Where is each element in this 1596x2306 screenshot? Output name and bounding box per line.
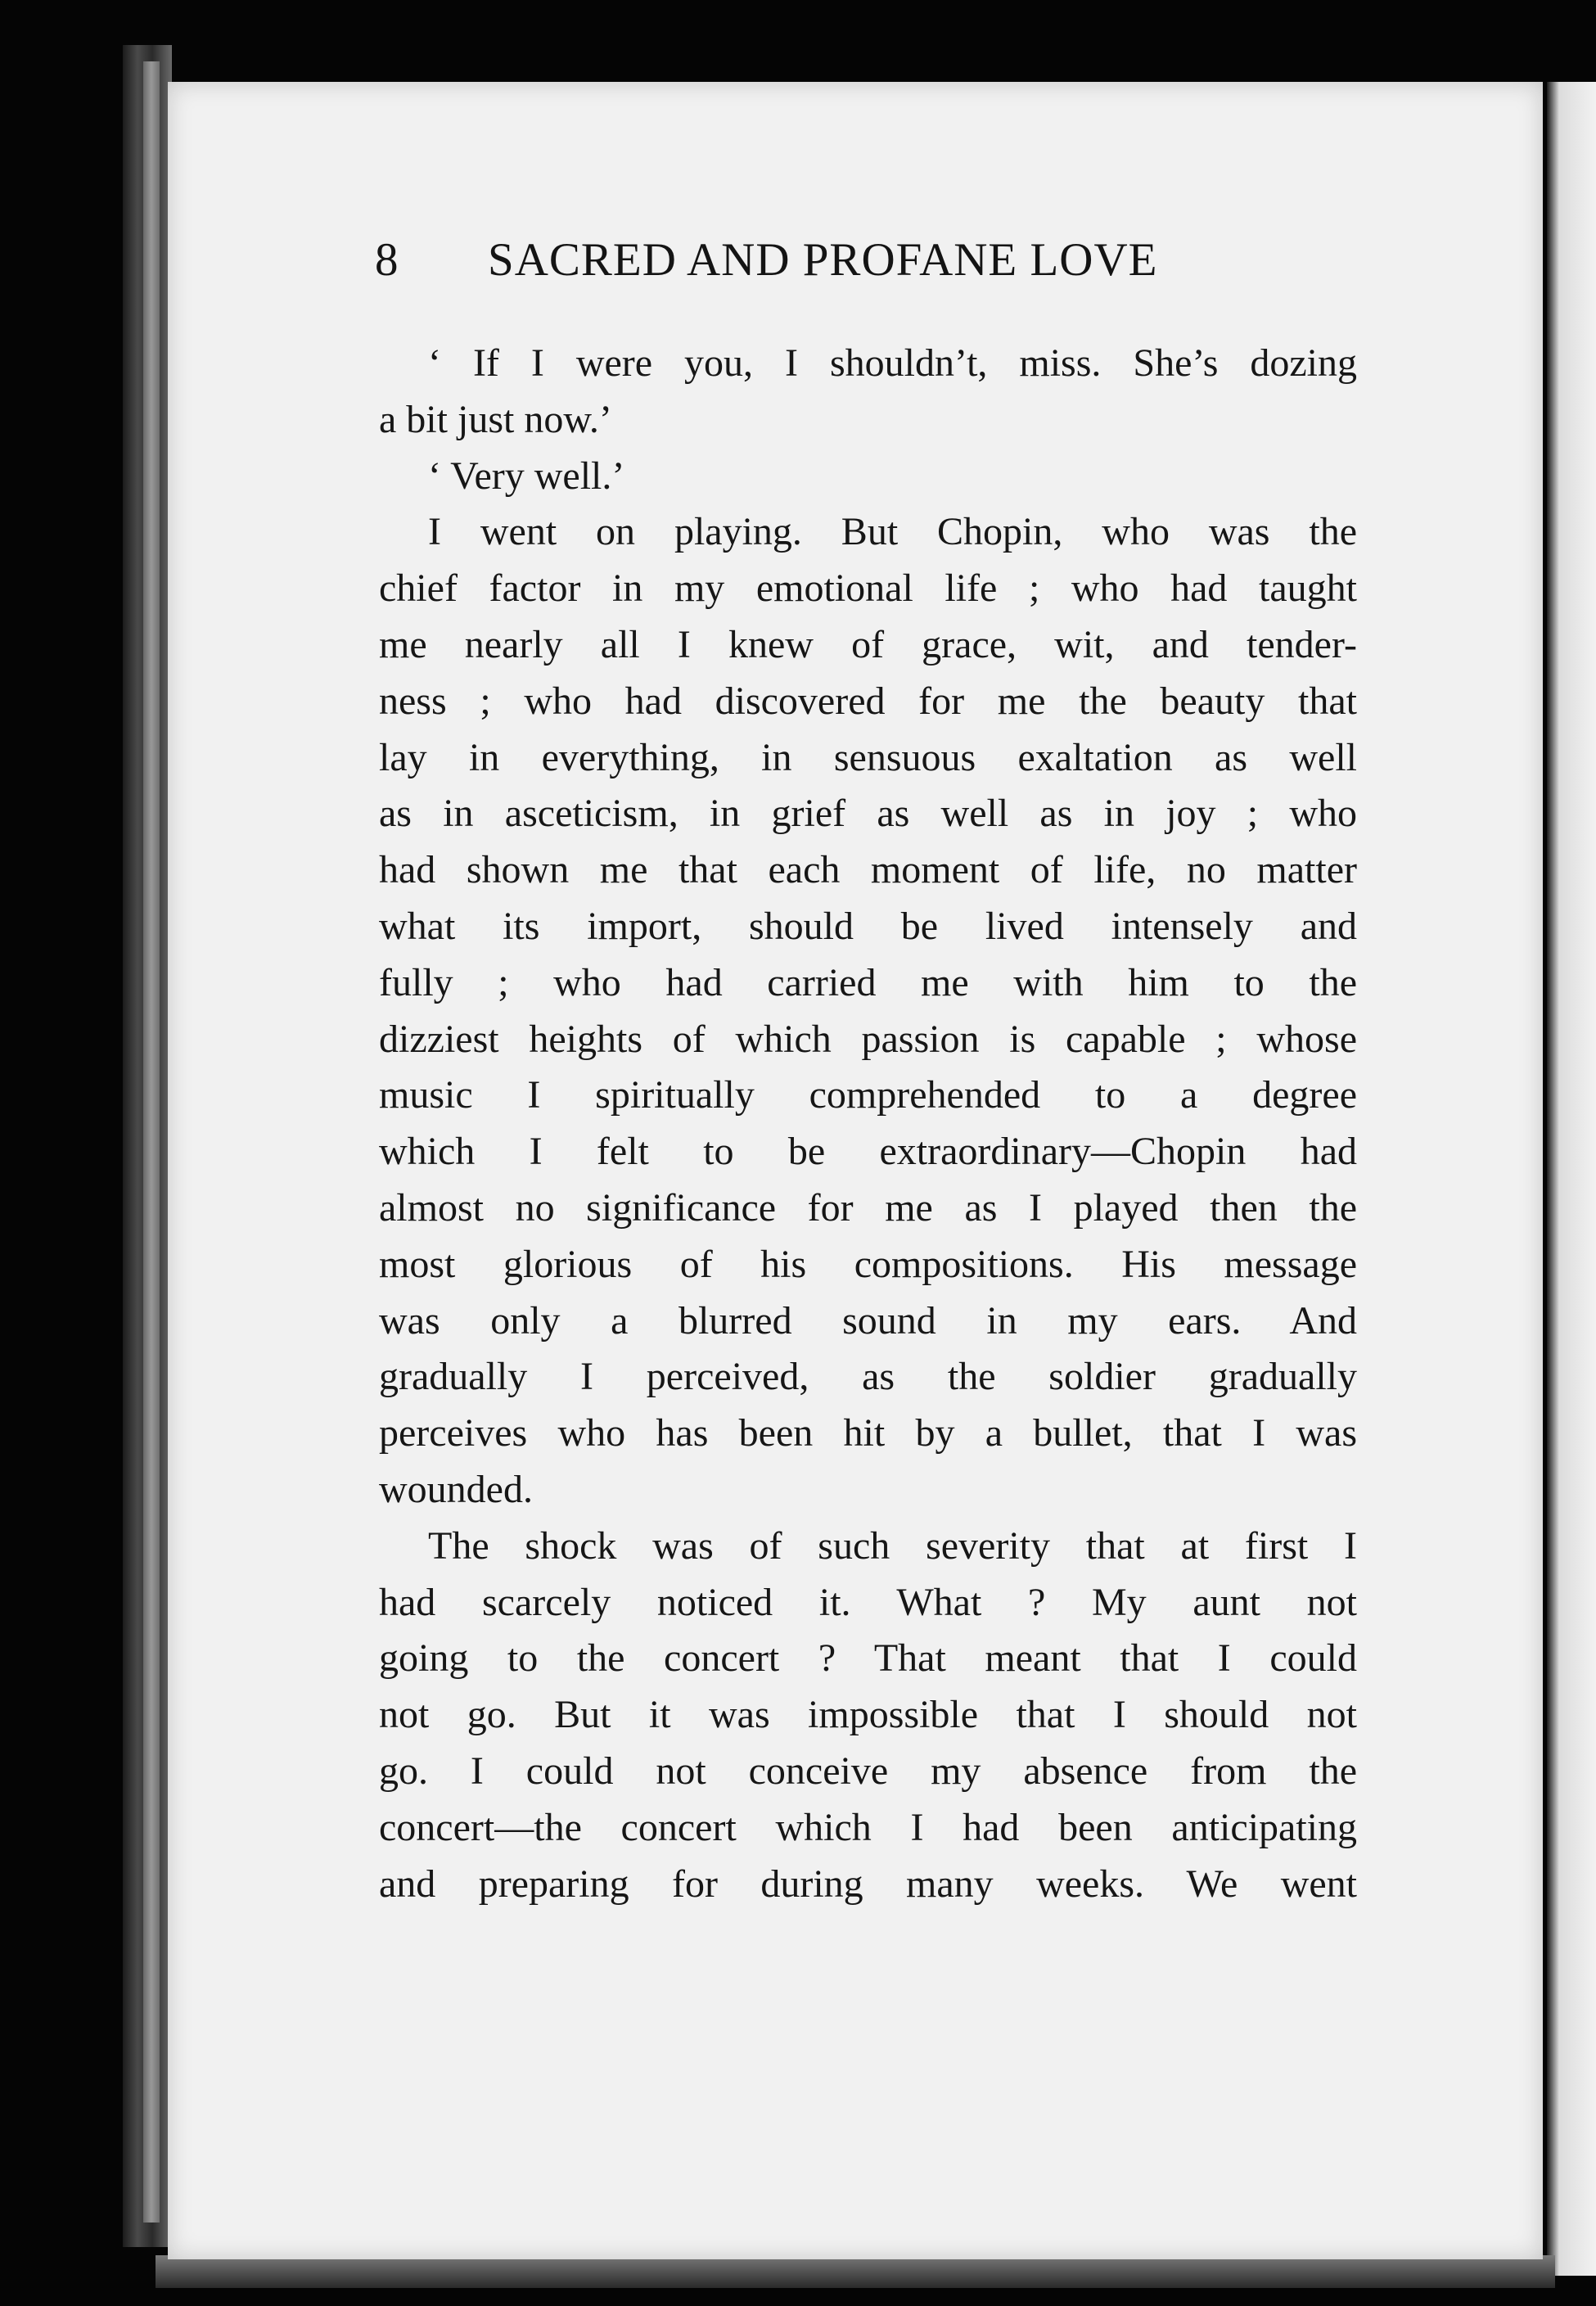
- text-line: which I felt to be extraordinary—Chopin had: [379, 1130, 1357, 1174]
- page-number: 8: [375, 234, 399, 286]
- text-line: most glorious of his compositions. His message: [379, 1242, 1357, 1286]
- text-line: was only a blurred sound in my ears. And: [379, 1298, 1357, 1343]
- text-line: gradually I perceived, as the soldier gradually: [379, 1355, 1357, 1399]
- text-line: ‘ If I were you, I shouldn’t, miss. She’s dozing: [428, 341, 1357, 385]
- book-bottom-edge: [156, 2255, 1555, 2288]
- text-line: had shown me that each moment of life, no matter: [379, 848, 1357, 892]
- text-line: music I spiritually comprehended to a degree: [379, 1073, 1357, 1117]
- text-line: ‘ Very well.’: [428, 454, 625, 498]
- text-line: go. I could not conceive my absence from the: [379, 1749, 1357, 1793]
- text-line: not go. But it was impossible that I should not: [379, 1693, 1357, 1737]
- text-line: going to the concert ? That meant that I could: [379, 1636, 1357, 1681]
- text-line: ness ; who had discovered for me the beauty that: [379, 679, 1357, 723]
- page-stack-edge: [143, 61, 160, 2223]
- running-title: SACRED AND PROFANE LOVE: [488, 234, 1158, 286]
- text-line: dizziest heights of which passion is capable ; whose: [379, 1017, 1357, 1061]
- text-line: almost no significance for me as I played then the: [379, 1185, 1357, 1230]
- text-line: as in asceticism, in grief as well as in joy ; who: [379, 792, 1357, 836]
- body-text: [379, 336, 1357, 1912]
- text-line: fully ; who had carried me with him to the: [379, 960, 1357, 1004]
- running-head: [375, 233, 1251, 291]
- text-line: concert—the concert which I had been anticipating: [379, 1805, 1357, 1849]
- facing-page-edge: [1547, 82, 1596, 2276]
- text-line: The shock was of such severity that at first I: [428, 1523, 1357, 1568]
- text-line: what its import, should be lived intensely and: [379, 904, 1357, 948]
- text-line: chief factor in my emotional life ; who had taught: [379, 566, 1357, 611]
- text-line: lay in everything, in sensuous exaltation as well: [379, 735, 1357, 779]
- text-line: I went on playing. But Chopin, who was the: [428, 510, 1357, 554]
- text-line: a bit just now.’: [379, 397, 612, 441]
- text-line: wounded.: [379, 1467, 533, 1511]
- text-line: me nearly all I knew of grace, wit, and tender-: [379, 622, 1357, 666]
- text-line: and preparing for during many weeks. We went: [379, 1861, 1357, 1906]
- text-line: had scarcely noticed it. What ? My aunt not: [379, 1580, 1357, 1624]
- text-line: perceives who has been hit by a bullet, that I was: [379, 1411, 1357, 1455]
